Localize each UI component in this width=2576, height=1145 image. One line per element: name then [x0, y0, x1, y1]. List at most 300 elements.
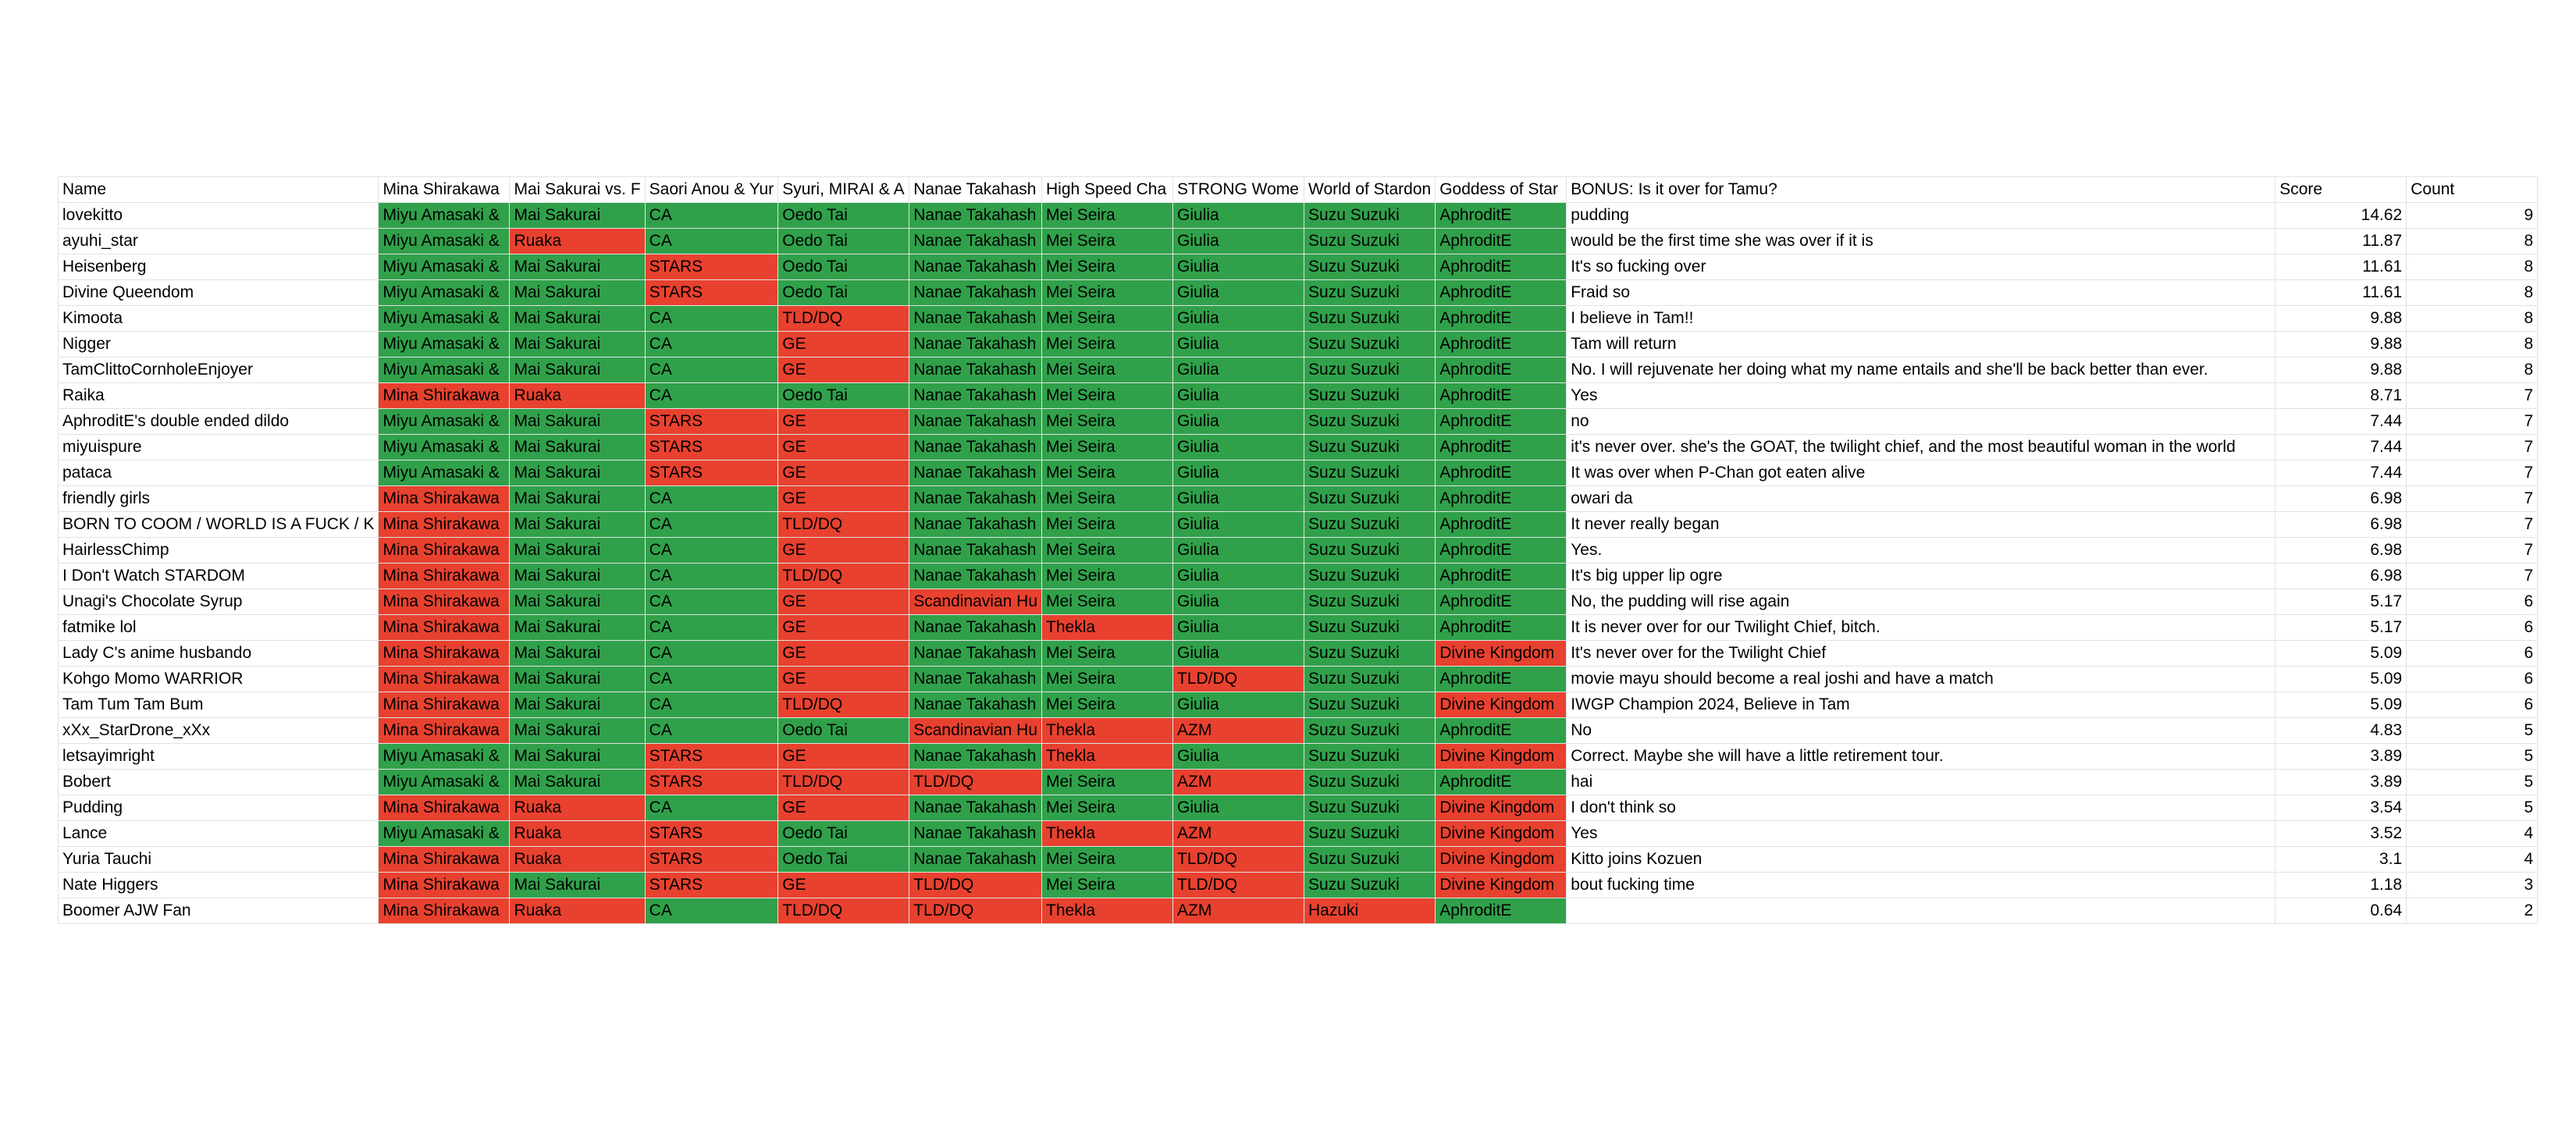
pick-cell[interactable]: AphroditE	[1436, 280, 1567, 306]
pick-cell[interactable]: Miyu Amasaki &	[379, 460, 510, 486]
pick-cell[interactable]: AphroditE	[1436, 229, 1567, 254]
pick-cell[interactable]: GE	[778, 486, 909, 512]
pick-cell[interactable]: AphroditE	[1436, 898, 1567, 924]
score-cell[interactable]: 11.61	[2275, 254, 2407, 280]
pick-cell[interactable]: TLD/DQ	[778, 512, 909, 538]
bonus-cell[interactable]: No	[1567, 718, 2275, 744]
pick-cell[interactable]: Suzu Suzuki	[1304, 332, 1436, 357]
count-cell[interactable]: 6	[2407, 692, 2538, 718]
pick-cell[interactable]: Suzu Suzuki	[1304, 486, 1436, 512]
bonus-cell[interactable]: No. I will rejuvenate her doing what my name entails and she'll be back better than ever.	[1567, 357, 2275, 383]
pick-cell[interactable]: GE	[778, 332, 909, 357]
count-cell[interactable]: 4	[2407, 821, 2538, 847]
pick-cell[interactable]: GE	[778, 589, 909, 615]
pick-cell[interactable]: Mei Seira	[1042, 873, 1173, 898]
pick-cell[interactable]: CA	[645, 615, 778, 641]
pick-cell[interactable]: GE	[778, 435, 909, 460]
pick-cell[interactable]: Suzu Suzuki	[1304, 306, 1436, 332]
bonus-cell[interactable]: Tam will return	[1567, 332, 2275, 357]
pick-cell[interactable]: Miyu Amasaki &	[379, 332, 510, 357]
pick-cell[interactable]: Giulia	[1173, 641, 1304, 667]
bonus-cell[interactable]: Correct. Maybe she will have a little retirement tour.	[1567, 744, 2275, 770]
pick-cell[interactable]: Mai Sakurai	[510, 409, 645, 435]
pick-cell[interactable]: Giulia	[1173, 564, 1304, 589]
pick-cell[interactable]: GE	[778, 873, 909, 898]
score-cell[interactable]: 1.18	[2275, 873, 2407, 898]
column-header[interactable]: Mai Sakurai vs. F	[510, 177, 645, 203]
pick-cell[interactable]: Scandinavian Hu	[909, 718, 1042, 744]
pick-cell[interactable]: STARS	[645, 460, 778, 486]
name-cell[interactable]: BORN TO COOM / WORLD IS A FUCK / K	[59, 512, 379, 538]
score-cell[interactable]: 6.98	[2275, 486, 2407, 512]
pick-cell[interactable]: Giulia	[1173, 512, 1304, 538]
pick-cell[interactable]: CA	[645, 332, 778, 357]
pick-cell[interactable]: CA	[645, 795, 778, 821]
pick-cell[interactable]: Mai Sakurai	[510, 332, 645, 357]
pick-cell[interactable]: CA	[645, 538, 778, 564]
name-cell[interactable]: Nigger	[59, 332, 379, 357]
column-header[interactable]: Score	[2275, 177, 2407, 203]
pick-cell[interactable]: AphroditE	[1436, 615, 1567, 641]
pick-cell[interactable]: CA	[645, 357, 778, 383]
pick-cell[interactable]: Miyu Amasaki &	[379, 306, 510, 332]
column-header[interactable]: Name	[59, 177, 379, 203]
pick-cell[interactable]: Mai Sakurai	[510, 254, 645, 280]
count-cell[interactable]: 5	[2407, 770, 2538, 795]
pick-cell[interactable]: Oedo Tai	[778, 718, 909, 744]
pick-cell[interactable]: Nanae Takahash	[909, 795, 1042, 821]
pick-cell[interactable]: AphroditE	[1436, 512, 1567, 538]
count-cell[interactable]: 7	[2407, 409, 2538, 435]
pick-cell[interactable]: Suzu Suzuki	[1304, 280, 1436, 306]
pick-cell[interactable]: Nanae Takahash	[909, 667, 1042, 692]
score-cell[interactable]: 0.64	[2275, 898, 2407, 924]
pick-cell[interactable]: Ruaka	[510, 847, 645, 873]
pick-cell[interactable]: GE	[778, 538, 909, 564]
column-header[interactable]: Count	[2407, 177, 2538, 203]
pick-cell[interactable]: Ruaka	[510, 821, 645, 847]
pick-cell[interactable]: Giulia	[1173, 306, 1304, 332]
name-cell[interactable]: xXx_StarDrone_xXx	[59, 718, 379, 744]
pick-cell[interactable]: Nanae Takahash	[909, 538, 1042, 564]
pick-cell[interactable]: TLD/DQ	[778, 564, 909, 589]
pick-cell[interactable]: TLD/DQ	[909, 873, 1042, 898]
score-cell[interactable]: 3.52	[2275, 821, 2407, 847]
pick-cell[interactable]: Mai Sakurai	[510, 512, 645, 538]
pick-cell[interactable]: TLD/DQ	[778, 770, 909, 795]
bonus-cell[interactable]: Fraid so	[1567, 280, 2275, 306]
pick-cell[interactable]: Nanae Takahash	[909, 641, 1042, 667]
pick-cell[interactable]: Miyu Amasaki &	[379, 821, 510, 847]
pick-cell[interactable]: Oedo Tai	[778, 280, 909, 306]
name-cell[interactable]: miyuispure	[59, 435, 379, 460]
pick-cell[interactable]: Oedo Tai	[778, 229, 909, 254]
bonus-cell[interactable]: It's never over for the Twilight Chief	[1567, 641, 2275, 667]
count-cell[interactable]: 3	[2407, 873, 2538, 898]
pick-cell[interactable]: CA	[645, 383, 778, 409]
count-cell[interactable]: 8	[2407, 280, 2538, 306]
pick-cell[interactable]: Mei Seira	[1042, 306, 1173, 332]
pick-cell[interactable]: Giulia	[1173, 486, 1304, 512]
pick-cell[interactable]: Giulia	[1173, 409, 1304, 435]
pick-cell[interactable]: Suzu Suzuki	[1304, 718, 1436, 744]
pick-cell[interactable]: Suzu Suzuki	[1304, 229, 1436, 254]
count-cell[interactable]: 7	[2407, 538, 2538, 564]
pick-cell[interactable]: Miyu Amasaki &	[379, 435, 510, 460]
pick-cell[interactable]: GE	[778, 744, 909, 770]
pick-cell[interactable]: Oedo Tai	[778, 847, 909, 873]
count-cell[interactable]: 7	[2407, 383, 2538, 409]
pick-cell[interactable]: CA	[645, 229, 778, 254]
count-cell[interactable]: 7	[2407, 435, 2538, 460]
score-cell[interactable]: 3.54	[2275, 795, 2407, 821]
pick-cell[interactable]: CA	[645, 718, 778, 744]
pick-cell[interactable]: AphroditE	[1436, 538, 1567, 564]
pick-cell[interactable]: Suzu Suzuki	[1304, 615, 1436, 641]
name-cell[interactable]: Kohgo Momo WARRIOR	[59, 667, 379, 692]
score-cell[interactable]: 3.89	[2275, 770, 2407, 795]
name-cell[interactable]: Bobert	[59, 770, 379, 795]
pick-cell[interactable]: Divine Kingdom	[1436, 692, 1567, 718]
pick-cell[interactable]: Miyu Amasaki &	[379, 254, 510, 280]
pick-cell[interactable]: Scandinavian Hu	[909, 589, 1042, 615]
pick-cell[interactable]: GE	[778, 409, 909, 435]
pick-cell[interactable]: AphroditE	[1436, 460, 1567, 486]
pick-cell[interactable]: Nanae Takahash	[909, 357, 1042, 383]
pick-cell[interactable]: Giulia	[1173, 229, 1304, 254]
count-cell[interactable]: 9	[2407, 203, 2538, 229]
pick-cell[interactable]: Divine Kingdom	[1436, 821, 1567, 847]
pick-cell[interactable]: Miyu Amasaki &	[379, 203, 510, 229]
pick-cell[interactable]: Mei Seira	[1042, 280, 1173, 306]
column-header[interactable]: Syuri, MIRAI & A	[778, 177, 909, 203]
pick-cell[interactable]: Mina Shirakawa	[379, 589, 510, 615]
count-cell[interactable]: 5	[2407, 718, 2538, 744]
bonus-cell[interactable]: hai	[1567, 770, 2275, 795]
pick-cell[interactable]: TLD/DQ	[1173, 667, 1304, 692]
pick-cell[interactable]: Mai Sakurai	[510, 357, 645, 383]
bonus-cell[interactable]: movie mayu should become a real joshi and have a match	[1567, 667, 2275, 692]
bonus-cell[interactable]: Yes.	[1567, 538, 2275, 564]
pick-cell[interactable]: Suzu Suzuki	[1304, 203, 1436, 229]
score-cell[interactable]: 4.83	[2275, 718, 2407, 744]
pick-cell[interactable]: STARS	[645, 435, 778, 460]
pick-cell[interactable]: AphroditE	[1436, 667, 1567, 692]
pick-cell[interactable]: Mai Sakurai	[510, 564, 645, 589]
pick-cell[interactable]: Nanae Takahash	[909, 692, 1042, 718]
bonus-cell[interactable]: It never really began	[1567, 512, 2275, 538]
column-header[interactable]: Saori Anou & Yur	[645, 177, 778, 203]
pick-cell[interactable]: Nanae Takahash	[909, 229, 1042, 254]
pick-cell[interactable]: Suzu Suzuki	[1304, 564, 1436, 589]
pick-cell[interactable]: TLD/DQ	[778, 898, 909, 924]
pick-cell[interactable]: CA	[645, 589, 778, 615]
pick-cell[interactable]: Suzu Suzuki	[1304, 744, 1436, 770]
pick-cell[interactable]: STARS	[645, 254, 778, 280]
pick-cell[interactable]: Mina Shirakawa	[379, 847, 510, 873]
pick-cell[interactable]: Mina Shirakawa	[379, 692, 510, 718]
pick-cell[interactable]: Suzu Suzuki	[1304, 435, 1436, 460]
pick-cell[interactable]: Suzu Suzuki	[1304, 409, 1436, 435]
count-cell[interactable]: 6	[2407, 615, 2538, 641]
pick-cell[interactable]: Mina Shirakawa	[379, 564, 510, 589]
score-cell[interactable]: 7.44	[2275, 409, 2407, 435]
pick-cell[interactable]: Giulia	[1173, 254, 1304, 280]
pick-cell[interactable]: CA	[645, 564, 778, 589]
pick-cell[interactable]: Mai Sakurai	[510, 615, 645, 641]
count-cell[interactable]: 8	[2407, 357, 2538, 383]
score-cell[interactable]: 6.98	[2275, 564, 2407, 589]
pick-cell[interactable]: Giulia	[1173, 538, 1304, 564]
pick-cell[interactable]: Giulia	[1173, 589, 1304, 615]
name-cell[interactable]: Pudding	[59, 795, 379, 821]
name-cell[interactable]: Raika	[59, 383, 379, 409]
pick-cell[interactable]: Mai Sakurai	[510, 641, 645, 667]
pick-cell[interactable]: AZM	[1173, 718, 1304, 744]
pick-cell[interactable]: Ruaka	[510, 795, 645, 821]
pick-cell[interactable]: Mina Shirakawa	[379, 795, 510, 821]
pick-cell[interactable]: Mei Seira	[1042, 254, 1173, 280]
pick-cell[interactable]: Thekla	[1042, 615, 1173, 641]
bonus-cell[interactable]: It is never over for our Twilight Chief, bitch.	[1567, 615, 2275, 641]
score-cell[interactable]: 9.88	[2275, 306, 2407, 332]
column-header[interactable]: Goddess of Star	[1436, 177, 1567, 203]
score-cell[interactable]: 3.1	[2275, 847, 2407, 873]
pick-cell[interactable]: Suzu Suzuki	[1304, 512, 1436, 538]
bonus-cell[interactable]: Yes	[1567, 821, 2275, 847]
score-cell[interactable]: 9.88	[2275, 332, 2407, 357]
pick-cell[interactable]: AphroditE	[1436, 306, 1567, 332]
bonus-cell[interactable]: IWGP Champion 2024, Believe in Tam	[1567, 692, 2275, 718]
pick-cell[interactable]: STARS	[645, 847, 778, 873]
pick-cell[interactable]: Mina Shirakawa	[379, 486, 510, 512]
pick-cell[interactable]: Mai Sakurai	[510, 306, 645, 332]
pick-cell[interactable]: Divine Kingdom	[1436, 873, 1567, 898]
pick-cell[interactable]: Mai Sakurai	[510, 280, 645, 306]
column-header[interactable]: Nanae Takahash	[909, 177, 1042, 203]
bonus-cell[interactable]: it's never over. she's the GOAT, the twilight chief, and the most beautiful woman in the world	[1567, 435, 2275, 460]
column-header[interactable]: STRONG Wome	[1173, 177, 1304, 203]
name-cell[interactable]: Heisenberg	[59, 254, 379, 280]
name-cell[interactable]: AphroditE's double ended dildo	[59, 409, 379, 435]
pick-cell[interactable]: Oedo Tai	[778, 821, 909, 847]
pick-cell[interactable]: AphroditE	[1436, 486, 1567, 512]
name-cell[interactable]: Tam Tum Tam Bum	[59, 692, 379, 718]
pick-cell[interactable]: AphroditE	[1436, 383, 1567, 409]
pick-cell[interactable]: Thekla	[1042, 744, 1173, 770]
score-cell[interactable]: 7.44	[2275, 435, 2407, 460]
pick-cell[interactable]: CA	[645, 486, 778, 512]
pick-cell[interactable]: Nanae Takahash	[909, 615, 1042, 641]
pick-cell[interactable]: Ruaka	[510, 229, 645, 254]
pick-cell[interactable]: Suzu Suzuki	[1304, 667, 1436, 692]
pick-cell[interactable]: TLD/DQ	[778, 692, 909, 718]
name-cell[interactable]: Lance	[59, 821, 379, 847]
pick-cell[interactable]: Mai Sakurai	[510, 435, 645, 460]
pick-cell[interactable]: Mina Shirakawa	[379, 667, 510, 692]
pick-cell[interactable]: Mai Sakurai	[510, 203, 645, 229]
bonus-cell[interactable]: It was over when P-Chan got eaten alive	[1567, 460, 2275, 486]
pick-cell[interactable]: AphroditE	[1436, 203, 1567, 229]
pick-cell[interactable]: Mei Seira	[1042, 795, 1173, 821]
name-cell[interactable]: Nate Higgers	[59, 873, 379, 898]
count-cell[interactable]: 4	[2407, 847, 2538, 873]
count-cell[interactable]: 6	[2407, 641, 2538, 667]
name-cell[interactable]: friendly girls	[59, 486, 379, 512]
pick-cell[interactable]: Oedo Tai	[778, 254, 909, 280]
pick-cell[interactable]: Nanae Takahash	[909, 847, 1042, 873]
pick-cell[interactable]: Miyu Amasaki &	[379, 409, 510, 435]
pick-cell[interactable]: Mei Seira	[1042, 486, 1173, 512]
pick-cell[interactable]: STARS	[645, 744, 778, 770]
pick-cell[interactable]: AphroditE	[1436, 332, 1567, 357]
pick-cell[interactable]: Mai Sakurai	[510, 873, 645, 898]
pick-cell[interactable]: Divine Kingdom	[1436, 847, 1567, 873]
count-cell[interactable]: 7	[2407, 486, 2538, 512]
pick-cell[interactable]: Divine Kingdom	[1436, 744, 1567, 770]
bonus-cell[interactable]: It's big upper lip ogre	[1567, 564, 2275, 589]
pick-cell[interactable]: Suzu Suzuki	[1304, 460, 1436, 486]
pick-cell[interactable]: Thekla	[1042, 718, 1173, 744]
score-cell[interactable]: 11.61	[2275, 280, 2407, 306]
pick-cell[interactable]: Giulia	[1173, 795, 1304, 821]
score-cell[interactable]: 5.17	[2275, 615, 2407, 641]
pick-cell[interactable]: Nanae Takahash	[909, 744, 1042, 770]
pick-cell[interactable]: Nanae Takahash	[909, 332, 1042, 357]
pick-cell[interactable]: Miyu Amasaki &	[379, 744, 510, 770]
pick-cell[interactable]: Mina Shirakawa	[379, 383, 510, 409]
pick-cell[interactable]: CA	[645, 692, 778, 718]
pick-cell[interactable]: Nanae Takahash	[909, 564, 1042, 589]
pick-cell[interactable]: Nanae Takahash	[909, 306, 1042, 332]
score-cell[interactable]: 6.98	[2275, 538, 2407, 564]
count-cell[interactable]: 6	[2407, 589, 2538, 615]
pick-cell[interactable]: Mei Seira	[1042, 667, 1173, 692]
pick-cell[interactable]: Giulia	[1173, 744, 1304, 770]
pick-cell[interactable]: AphroditE	[1436, 589, 1567, 615]
count-cell[interactable]: 8	[2407, 332, 2538, 357]
score-cell[interactable]: 3.89	[2275, 744, 2407, 770]
name-cell[interactable]: fatmike lol	[59, 615, 379, 641]
pick-cell[interactable]: AphroditE	[1436, 770, 1567, 795]
score-cell[interactable]: 6.98	[2275, 512, 2407, 538]
column-header[interactable]: Mina Shirakawa	[379, 177, 510, 203]
pick-cell[interactable]: CA	[645, 306, 778, 332]
pick-cell[interactable]: Giulia	[1173, 357, 1304, 383]
pick-cell[interactable]: Mei Seira	[1042, 538, 1173, 564]
pick-cell[interactable]: AZM	[1173, 821, 1304, 847]
pick-cell[interactable]: Nanae Takahash	[909, 435, 1042, 460]
pick-cell[interactable]: CA	[645, 898, 778, 924]
pick-cell[interactable]: Suzu Suzuki	[1304, 821, 1436, 847]
score-cell[interactable]: 7.44	[2275, 460, 2407, 486]
pick-cell[interactable]: Mai Sakurai	[510, 692, 645, 718]
count-cell[interactable]: 8	[2407, 229, 2538, 254]
pick-cell[interactable]: Suzu Suzuki	[1304, 538, 1436, 564]
pick-cell[interactable]: AZM	[1173, 770, 1304, 795]
count-cell[interactable]: 7	[2407, 564, 2538, 589]
pick-cell[interactable]: Mei Seira	[1042, 203, 1173, 229]
pick-cell[interactable]: Nanae Takahash	[909, 486, 1042, 512]
pick-cell[interactable]: Mai Sakurai	[510, 589, 645, 615]
pick-cell[interactable]: Mai Sakurai	[510, 538, 645, 564]
pick-cell[interactable]: Mina Shirakawa	[379, 898, 510, 924]
pick-cell[interactable]: Mei Seira	[1042, 512, 1173, 538]
count-cell[interactable]: 8	[2407, 254, 2538, 280]
pick-cell[interactable]: Nanae Takahash	[909, 280, 1042, 306]
pick-cell[interactable]: Suzu Suzuki	[1304, 589, 1436, 615]
column-header[interactable]: High Speed Cha	[1042, 177, 1173, 203]
pick-cell[interactable]: Suzu Suzuki	[1304, 770, 1436, 795]
pick-cell[interactable]: Giulia	[1173, 615, 1304, 641]
pick-cell[interactable]: Mei Seira	[1042, 589, 1173, 615]
pick-cell[interactable]: Mai Sakurai	[510, 486, 645, 512]
pick-cell[interactable]: Mina Shirakawa	[379, 641, 510, 667]
pick-cell[interactable]: AZM	[1173, 898, 1304, 924]
name-cell[interactable]: Unagi's Chocolate Syrup	[59, 589, 379, 615]
pick-cell[interactable]: STARS	[645, 770, 778, 795]
pick-cell[interactable]: Suzu Suzuki	[1304, 847, 1436, 873]
pick-cell[interactable]: Mei Seira	[1042, 847, 1173, 873]
pick-cell[interactable]: CA	[645, 203, 778, 229]
pick-cell[interactable]: Nanae Takahash	[909, 254, 1042, 280]
pick-cell[interactable]: Suzu Suzuki	[1304, 254, 1436, 280]
count-cell[interactable]: 2	[2407, 898, 2538, 924]
pick-cell[interactable]: Miyu Amasaki &	[379, 357, 510, 383]
pick-cell[interactable]: Suzu Suzuki	[1304, 873, 1436, 898]
pick-cell[interactable]: Oedo Tai	[778, 383, 909, 409]
name-cell[interactable]: Kimoota	[59, 306, 379, 332]
pick-cell[interactable]: Miyu Amasaki &	[379, 229, 510, 254]
pick-cell[interactable]: AphroditE	[1436, 718, 1567, 744]
pick-cell[interactable]: Mai Sakurai	[510, 770, 645, 795]
pick-cell[interactable]: Divine Kingdom	[1436, 641, 1567, 667]
pick-cell[interactable]: Mei Seira	[1042, 229, 1173, 254]
bonus-cell[interactable]: No, the pudding will rise again	[1567, 589, 2275, 615]
pick-cell[interactable]: Oedo Tai	[778, 203, 909, 229]
pick-cell[interactable]: Mai Sakurai	[510, 718, 645, 744]
pick-cell[interactable]: Suzu Suzuki	[1304, 641, 1436, 667]
pick-cell[interactable]: GE	[778, 357, 909, 383]
pick-cell[interactable]: Mina Shirakawa	[379, 873, 510, 898]
pick-cell[interactable]: CA	[645, 667, 778, 692]
score-cell[interactable]: 8.71	[2275, 383, 2407, 409]
name-cell[interactable]: Yuria Tauchi	[59, 847, 379, 873]
pick-cell[interactable]: Nanae Takahash	[909, 460, 1042, 486]
name-cell[interactable]: HairlessChimp	[59, 538, 379, 564]
pick-cell[interactable]: Nanae Takahash	[909, 383, 1042, 409]
pick-cell[interactable]: GE	[778, 667, 909, 692]
pick-cell[interactable]: Nanae Takahash	[909, 512, 1042, 538]
name-cell[interactable]: TamClittoCornholeEnjoyer	[59, 357, 379, 383]
name-cell[interactable]: Boomer AJW Fan	[59, 898, 379, 924]
score-cell[interactable]: 5.09	[2275, 692, 2407, 718]
name-cell[interactable]: letsayimright	[59, 744, 379, 770]
pick-cell[interactable]: STARS	[645, 280, 778, 306]
pick-cell[interactable]: Mina Shirakawa	[379, 538, 510, 564]
pick-cell[interactable]: Giulia	[1173, 280, 1304, 306]
pick-cell[interactable]: Giulia	[1173, 435, 1304, 460]
pick-cell[interactable]: Suzu Suzuki	[1304, 357, 1436, 383]
bonus-cell[interactable]: bout fucking time	[1567, 873, 2275, 898]
name-cell[interactable]: lovekitto	[59, 203, 379, 229]
bonus-cell[interactable]	[1567, 898, 2275, 924]
score-cell[interactable]: 5.17	[2275, 589, 2407, 615]
pick-cell[interactable]: GE	[778, 795, 909, 821]
pick-cell[interactable]: Giulia	[1173, 460, 1304, 486]
pick-cell[interactable]: Mei Seira	[1042, 564, 1173, 589]
score-cell[interactable]: 11.87	[2275, 229, 2407, 254]
